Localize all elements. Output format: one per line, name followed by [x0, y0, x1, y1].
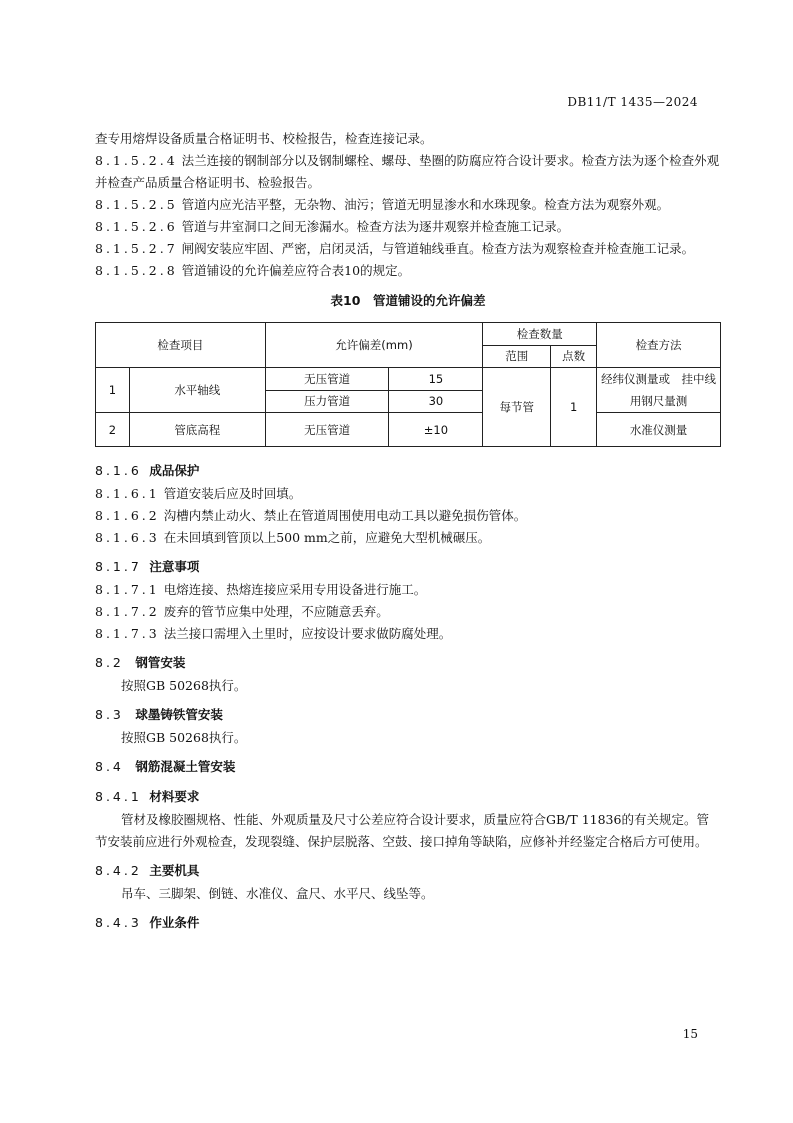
clause-body: 管道与井室洞口之间无渗漏水。检查方法为逐井观察并检查施工记录。 — [181, 219, 570, 234]
section-body-8-2: 按照GB 50268执行。 — [121, 678, 247, 693]
clause-body: 管道内应光洁平整，无杂物、油污；管道无明显渗水和水珠现象。检查方法为观察外观。 — [181, 197, 670, 212]
clause-number: 8.1.5.2.6 — [95, 219, 178, 234]
table-row — [96, 368, 721, 391]
clause-8-1-5-2-5 — [95, 194, 721, 216]
section-number: 8.4.3 — [95, 915, 142, 930]
table-header-row — [96, 323, 721, 346]
section-number: 8.2 — [95, 655, 124, 670]
clause-body: 管道铺设的允许偏差应符合表10的规定。 — [181, 263, 411, 278]
section-title: 材料要求 — [149, 789, 200, 804]
clause-number: 8.1.5.2.5 — [95, 197, 178, 212]
row-pipe-type: 无压管道 — [265, 368, 389, 391]
section-title: 球墨铸铁管安装 — [135, 707, 223, 722]
clause-number: 8.1.6.2 — [95, 508, 160, 523]
page-number: 15 — [682, 1027, 698, 1041]
clause-body: 闸阀安装应牢固、严密，启闭灵活，与管道轴线垂直。检查方法为观察检查并检查施工记录。 — [181, 241, 695, 256]
section-number: 8.3 — [95, 707, 124, 722]
clause-8-1-7-1 — [95, 579, 721, 601]
section-title: 注意事项 — [149, 559, 200, 574]
header-tolerance: 允许偏差(mm) — [265, 323, 483, 368]
section-heading-8-4-3 — [95, 911, 721, 935]
clause-body: 管道安装后应及时回填。 — [163, 486, 302, 501]
row-tolerance: ±10 — [389, 413, 483, 447]
clause-text — [95, 150, 721, 194]
clause-number: 8.1.7.3 — [95, 626, 160, 641]
row-pipe-type: 压力管道 — [265, 390, 389, 413]
clause-number: 8.1.5.2.8 — [95, 263, 178, 278]
page-content — [95, 128, 721, 935]
clause-8-1-5-2-8 — [95, 260, 721, 282]
document-code: DB11/T 1435—2024 — [567, 95, 698, 109]
header-method: 检查方法 — [597, 323, 721, 368]
clause-8-1-5-2-7 — [95, 238, 721, 260]
section-title: 成品保护 — [149, 463, 200, 478]
section-body-8-3: 按照GB 50268执行。 — [121, 730, 247, 745]
clause-number: 8.1.6.3 — [95, 530, 160, 545]
section-title: 钢筋混凝土管安装 — [135, 759, 236, 774]
row-item: 管底高程 — [129, 413, 265, 447]
header-points: 点数 — [551, 345, 597, 368]
section-heading-8-1-6 — [95, 459, 721, 483]
clause-8-1-7-3 — [95, 623, 721, 645]
row-number: 1 — [96, 368, 130, 413]
row-tolerance: 30 — [389, 390, 483, 413]
deviation-table — [95, 322, 721, 447]
clause-body: 废弃的管节应集中处理，不应随意丢弃。 — [163, 604, 389, 619]
clause-number: 8.1.5.2.7 — [95, 241, 178, 256]
clause-body: 在未回填到管顶以上500 mm之前，应避免大型机械碾压。 — [163, 530, 491, 545]
clause-body: 电熔连接、热熔连接应采用专用设备进行施工。 — [163, 582, 427, 597]
header-scope: 范围 — [483, 345, 551, 368]
clause-8-1-6-2 — [95, 505, 721, 527]
section-number: 8.4.1 — [95, 789, 142, 804]
section-title: 作业条件 — [149, 915, 200, 930]
section-number: 8.1.7 — [95, 559, 142, 574]
clause-body: 沟槽内禁止动火、禁止在管道周围使用电动工具以避免损伤管体。 — [163, 508, 527, 523]
section-heading-8-4-1 — [95, 785, 721, 809]
row-pipe-type: 无压管道 — [265, 413, 389, 447]
clause-body: 法兰连接的钢制部分以及钢制螺栓、螺母、垫圈的防腐应符合设计要求。检查方法为逐个检查外观并检查产品质量合格证明书、检验报告。 — [95, 153, 720, 190]
table-title: 表10 管道铺设的允许偏差 — [330, 293, 486, 308]
section-body-8-4-1: 管材及橡胶圈规格、性能、外观质量及尺寸公差应符合设计要求，质量应符合GB/T 11836的有关规定。管节安装前应进行外观检查，发现裂缝、保护层脱落、空鼓、接口掉角等缺陷，应修补并经鉴定合格后方可使用。 — [95, 812, 709, 849]
section-heading-8-1-7 — [95, 555, 721, 579]
section-title: 钢管安装 — [135, 655, 186, 670]
clause-number: 8.1.7.1 — [95, 582, 160, 597]
section-heading-8-4-2 — [95, 859, 721, 883]
section-number: 8.4 — [95, 759, 124, 774]
clause-8-1-5-2-4 — [95, 150, 721, 194]
clause-8-1-7-2 — [95, 601, 721, 623]
clause-body: 法兰接口需埋入土里时，应按设计要求做防腐处理。 — [163, 626, 452, 641]
row-tolerance: 15 — [389, 368, 483, 391]
continuation-text: 查专用熔焊设备质量合格证明书、校检报告，检查连接记录。 — [95, 131, 433, 146]
header-item: 检查项目 — [96, 323, 266, 368]
clause-8-1-6-1 — [95, 483, 721, 505]
row-number: 2 — [96, 413, 130, 447]
scope-cell: 每节管 — [483, 368, 551, 447]
section-heading-8-2 — [95, 651, 721, 675]
header-quantity: 检查数量 — [483, 323, 597, 346]
section-heading-8-4 — [95, 755, 721, 779]
section-number: 8.4.2 — [95, 863, 142, 878]
method-cell: 经纬仪测量或 挂中线用钢尺量测 — [597, 368, 721, 413]
clause-8-1-6-3 — [95, 527, 721, 549]
clause-number: 8.1.5.2.4 — [95, 153, 178, 168]
points-cell: 1 — [551, 368, 597, 447]
section-heading-8-3 — [95, 703, 721, 727]
table-row — [96, 413, 721, 447]
row-item: 水平轴线 — [129, 368, 265, 413]
section-body-8-4-2: 吊车、三脚架、倒链、水准仪、盒尺、水平尺、线坠等。 — [121, 886, 434, 901]
clause-number: 8.1.7.2 — [95, 604, 160, 619]
clause-8-1-5-2-6 — [95, 216, 721, 238]
method-cell: 水准仪测量 — [597, 413, 721, 447]
section-number: 8.1.6 — [95, 463, 142, 478]
section-title: 主要机具 — [149, 863, 200, 878]
clause-number: 8.1.6.1 — [95, 486, 160, 501]
